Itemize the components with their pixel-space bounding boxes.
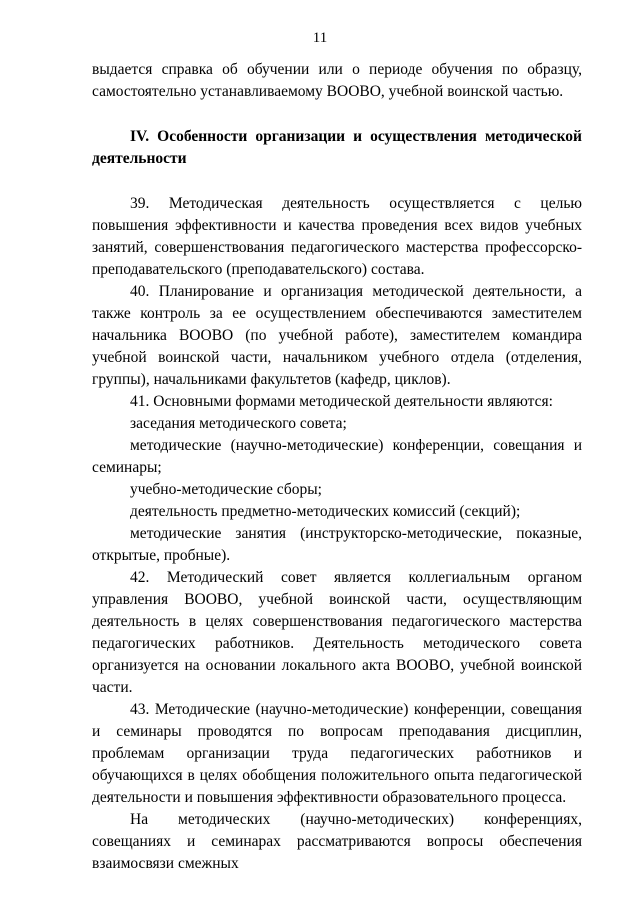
paragraph-39: 39. Методическая деятельность осуществляется с целью повышения эффективности и качества проведения всех видов учебных занятий, совершенствования педагогического мастерства профессорско-преподавательского (преподавательского) состава. bbox=[92, 195, 582, 278]
paragraph-44: На методических (научно-методических) конференциях, совещаниях и семинарах рассматриваются вопросы обеспечения взаимосвязи смежных bbox=[92, 811, 582, 872]
section-heading: IV. Особенности организации и осуществления методической деятельности bbox=[92, 128, 582, 167]
list-item: методические занятия (инструкторско-методические, показные, открытые, пробные). bbox=[92, 525, 582, 564]
list-item: учебно-методические сборы; bbox=[130, 481, 322, 498]
page-number: 11 bbox=[312, 30, 328, 46]
paragraph-40: 40. Планирование и организация методической деятельности, а также контроль за ее осуществлением обеспечиваются заместителем начальника ВООВО (по учебной работе), заместителем командира учебной воинской части, начальником учебного отдела (отделения, группы), начальниками факультетов (кафедр, циклов). bbox=[92, 283, 582, 388]
paragraph-43: 43. Методические (научно-методические) конференции, совещания и семинары проводятся по вопросам преподавания дисциплин, проблемам организации труда педагогических работников и обучающихся в целях обобщения положительного опыта педагогической деятельности и повышения эффективности образовательного процесса. bbox=[92, 701, 582, 806]
paragraph-41: 41. Основными формами методической деятельности являются: bbox=[130, 393, 553, 410]
list-item: заседания методического совета; bbox=[130, 415, 347, 432]
paragraph-42: 42. Методический совет является коллегиальным органом управления ВООВО, учебной воинской части, осуществляющим деятельность в целях совершенствования педагогического мастерства педагогических работников. Деятельность методического совета организуется на основании локального акта ВООВО, учебной воинской части. bbox=[92, 569, 582, 696]
paragraph-intro: выдается справка об обучении или о периоде обучения по образцу, самостоятельно устанавливаемому ВООВО, учебной воинской частью. bbox=[92, 61, 582, 100]
list-item: деятельность предметно-методических комиссий (секций); bbox=[130, 503, 521, 520]
document-body bbox=[92, 59, 582, 875]
list-item: методические (научно-методические) конференции, совещания и семинары; bbox=[92, 437, 582, 476]
